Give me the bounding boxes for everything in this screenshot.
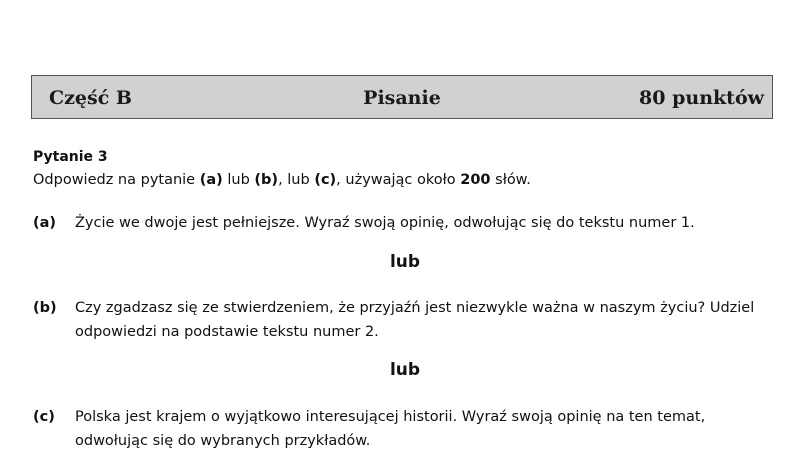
instruction-text-5: słów. <box>490 172 531 188</box>
option-a-letter: (a) <box>33 215 57 231</box>
or-separator-1: lub <box>389 252 421 272</box>
instruction-text-2: lub <box>222 172 255 188</box>
option-c-letter: (c) <box>33 409 55 425</box>
instruction-word-count: 200 <box>460 172 491 188</box>
question-instruction <box>33 170 531 190</box>
question-title: Pytanie 3 <box>33 149 108 165</box>
option-b-text: Czy zgadzasz się ze stwierdzeniem, że przyjaźń jest niezwykle ważna w naszym życiu? Udziel odpowiedzi na podstawie tekstu numer 2. <box>75 300 755 340</box>
instruction-option-b: (b) <box>254 172 279 188</box>
option-a-text: Życie we dwoje jest pełniejsze. Wyraź swoją opinię, odwołując się do tekstu numer 1. <box>75 215 695 231</box>
option-c-text: Polska jest krajem o wyjątkowo interesującej historii. Wyraź swoją opinię na ten temat, odwołując się do wybranych przykładów. <box>75 409 706 449</box>
instruction-text-3: , lub <box>278 172 315 188</box>
section-label: Część B <box>49 87 132 109</box>
instruction-option-c: (c) <box>314 172 337 188</box>
section-title: Pisanie <box>363 87 441 109</box>
section-points: 80 punktów <box>639 87 764 109</box>
instruction-text-4: , używając około <box>336 172 461 188</box>
section-header-bar <box>31 75 773 119</box>
instruction-text-1: Odpowiedz na pytanie <box>33 172 200 188</box>
instruction-option-a: (a) <box>199 172 223 188</box>
or-separator-2: lub <box>389 360 421 380</box>
option-b-letter: (b) <box>33 300 57 316</box>
